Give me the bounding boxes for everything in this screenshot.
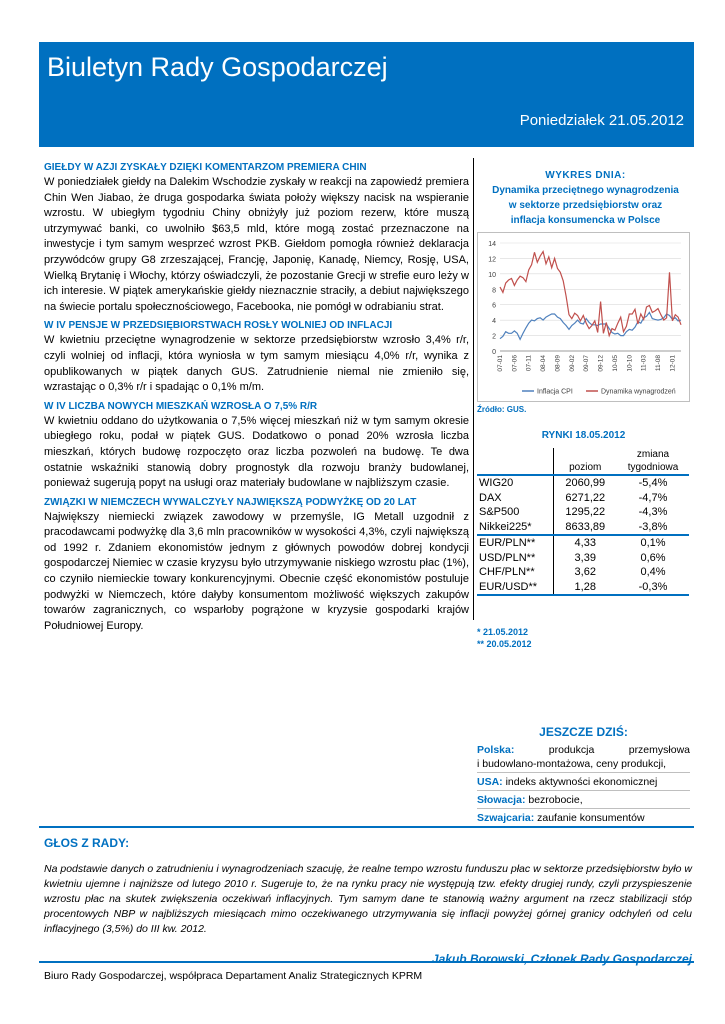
- markets-header-row: [477, 448, 689, 475]
- market-row: [477, 565, 689, 580]
- market-level: 2060,99: [553, 475, 617, 491]
- header-cell-change: [617, 448, 689, 475]
- markets-notes: [477, 626, 532, 650]
- today-event: zaufanie konsumentów: [537, 812, 645, 824]
- y-tick-label: 10: [488, 271, 496, 279]
- council-voice-text: Na podstawie danych o zatrudnieniu i wynagrodzeniach szacuję, że realne tempo wzrostu funduszu płac w sektorze przedsiębiorstw było w kwietniu ujemne i najniższe od lutego 2010 r. Sugeruje to, że na rynku pracy nie występują tzw. efekty drugiej rundy, czyli przyspieszenie wzrostu płac na skutek zwiększenia oczekiwań inflacyjnych. Tym samym dane te stanowią ważny argument na rzecz stabilizacji stóp procentowych NBP w najbliższych miesiącach mimo oczekiwanego utrzymywania się inflacji powyżej górnej granicy odchyleń od celu inflacyjnego (3,5%) do III kw. 2012.: [44, 863, 692, 935]
- line-chart: [478, 233, 689, 401]
- market-name: EUR/USD**: [477, 580, 553, 596]
- today-item: [477, 773, 690, 791]
- x-tick-label: 07-06: [511, 355, 519, 372]
- header-cell-empty: [477, 448, 553, 475]
- market-level: 3,62: [553, 565, 617, 580]
- today-country: Polska:: [477, 744, 515, 756]
- y-tick-label: 14: [488, 241, 496, 248]
- footer-text: Biuro Rady Gospodarczej, współpraca Departament Analiz Strategicznych KPRM: [44, 970, 423, 982]
- chart-frame: [477, 232, 690, 402]
- section-divider-top: [39, 826, 694, 828]
- sidebar: [477, 168, 694, 649]
- article-heading: W IV PENSJE W PRZEDSIĘBIORSTWACH ROSŁY WOLNIEJ OD INFLACJI: [44, 320, 393, 332]
- market-level: 6271,22: [553, 491, 617, 506]
- x-tick-label: 09-07: [583, 355, 591, 372]
- market-name: USD/PLN**: [479, 551, 536, 564]
- today-event: produkcja przemysłowa: [548, 744, 690, 756]
- market-name: S&P500: [479, 506, 520, 518]
- market-row: [477, 580, 689, 596]
- today-country: Słowacja:: [477, 794, 526, 806]
- today-event: bezrobocie,: [528, 794, 583, 806]
- market-name: DAX: [479, 491, 502, 504]
- market-level: 4,33: [553, 535, 617, 551]
- y-tick-label: 4: [492, 318, 496, 326]
- market-row: [477, 491, 689, 506]
- market-name: WIG20: [479, 477, 514, 489]
- header-change-line1: zmiana: [636, 449, 670, 460]
- today-country: Szwajcaria:: [477, 812, 535, 824]
- chart-label: WYKRES DNIA:: [545, 170, 626, 181]
- note-2: ** 20.05.2012: [477, 639, 532, 649]
- x-tick-label: 07-01: [497, 355, 504, 372]
- today-event-cont: i budowlano-montażowa, ceny produkcji,: [477, 758, 667, 770]
- y-tick-label: 6: [492, 302, 496, 310]
- market-change: -4,3%: [638, 506, 668, 518]
- today-item: [477, 791, 690, 809]
- legend-label: Dynamika wynagrodzeń: [601, 388, 676, 396]
- market-row: [477, 535, 689, 551]
- market-row: [477, 475, 689, 491]
- x-tick-label: 08-04: [540, 355, 548, 372]
- column-divider: [473, 158, 474, 620]
- article-text: W kwietniu oddano do użytkowania o 7,5% więcej mieszkań niż w tym samym okresie ubiegłego roku, podał w piątek GUS. Dodatkowo o ponad 20% wzrosła liczba mieszkań, których budowę rozpoczęto oraz liczba pozwoleń na budowę. Te dwa ostatnie wskaźniki stanowią dobry prognostyk dla rozwoju branży budowlanej, ponieważ sugerują popyt na usługi oraz materiały budowlane w najbliższym czasie.: [44, 414, 469, 490]
- y-tick-label: 2: [492, 333, 496, 341]
- today-title: JESZCZE DZIŚ:: [539, 725, 628, 739]
- markets-table: [477, 448, 689, 596]
- chart-title-line: Dynamika przeciętnego wynagrodzenia: [492, 185, 679, 196]
- x-tick-label: 10-05: [611, 355, 619, 372]
- y-tick-label: 8: [492, 287, 496, 295]
- today-event: indeks aktywności ekonomicznej: [505, 776, 658, 788]
- article-heading: W IV LICZBA NOWYCH MIESZKAŃ WZROSŁA O 7,5% R/R: [44, 400, 318, 412]
- article-text: Największy niemiecki związek zawodowy w przemyśle, IG Metall uzgodnił z pracodawcami podwyżkę dla 3,6 mln pracowników w wysokości 4,3%, czyli największą od 1992 r. Zdaniem ekonomistów jednym z głównych powodów dobrej kondycji gospodarczej Niemiec w czasie kryzysu było utrzymywanie niskiego wzrostu płac (1%), co czyniło niemieckie towary konkurencyjnymi. Obecnie część ekonomistów postuluje podwyżki w Niemczech, które dałyby konsumentom możliwość większych zakupów towarów zagranicznych, co wsparłoby pogrążone w kryzysie gospodarki krajów Południowej Europy.: [44, 510, 469, 632]
- chart-source: Źródło: GUS.: [477, 405, 527, 414]
- x-tick-label: 11-03: [640, 355, 648, 372]
- market-name: CHF/PLN**: [479, 566, 535, 578]
- today-item-line: [477, 743, 690, 757]
- market-row: [477, 520, 689, 536]
- market-change: 0,4%: [640, 566, 666, 578]
- council-voice-title: GŁOS Z RADY:: [44, 836, 130, 850]
- market-name: Nikkei225*: [479, 520, 532, 533]
- market-level: 1295,22: [553, 505, 617, 520]
- section-divider-bottom: [39, 961, 694, 963]
- today-country: USA:: [477, 776, 503, 788]
- header-banner: [39, 42, 694, 147]
- chart-title-line: w sektorze przedsiębiorstw oraz: [508, 200, 663, 211]
- market-row: [477, 505, 689, 520]
- market-change: -4,7%: [638, 491, 668, 504]
- market-level: 8633,89: [553, 520, 617, 536]
- x-tick-label: 07-11: [525, 355, 533, 372]
- header-change-line2: tygodniowa: [627, 462, 679, 473]
- markets-title: RYNKI 18.05.2012: [541, 430, 626, 441]
- y-tick-label: 0: [492, 349, 496, 356]
- x-tick-label: 09-12: [597, 355, 605, 372]
- legend-label: Inflacja CPI: [537, 388, 573, 396]
- article-heading: ZWIĄZKI W NIEMCZECH WYWALCZYŁY NAJWIĘKSZĄ PODWYŻKĘ OD 20 LAT: [44, 496, 417, 508]
- article-heading: GIEŁDY W AZJI ZYSKAŁY DZIĘKI KOMENTARZOM PREMIERA CHIN: [44, 162, 367, 173]
- market-change: -0,3%: [617, 580, 689, 596]
- market-name: EUR/PLN**: [477, 535, 553, 551]
- author-signature: Jakub Borowski, Członek Rady Gospodarczej: [431, 952, 692, 966]
- today-item: [477, 809, 690, 827]
- market-level: 3,39: [553, 551, 617, 566]
- market-change: 0,6%: [640, 551, 666, 564]
- bulletin-date: Poniedziałek 21.05.2012: [519, 112, 684, 129]
- council-voice: [44, 836, 692, 966]
- market-change: 0,1%: [617, 535, 689, 551]
- x-tick-label: 10-10: [626, 355, 634, 372]
- x-tick-label: 08-09: [554, 355, 562, 372]
- note-1: * 21.05.2012: [477, 627, 529, 637]
- x-tick-label: 09-02: [568, 355, 576, 372]
- market-level: 1,28: [553, 580, 617, 596]
- chart-title-line: inflacja konsumencka w Polsce: [510, 215, 661, 226]
- market-row: [477, 551, 689, 566]
- today-item: [477, 741, 690, 773]
- x-tick-label: 11-08: [655, 355, 663, 372]
- bulletin-title: Biuletyn Rady Gospodarczej: [47, 52, 388, 82]
- x-tick-label: 12-01: [669, 355, 677, 372]
- market-change: -5,4%: [638, 477, 668, 489]
- market-change: -3,8%: [638, 520, 668, 533]
- header-cell-level: poziom: [553, 448, 617, 475]
- news-column: [44, 158, 469, 638]
- y-tick-label: 12: [488, 256, 496, 264]
- chart-heading: [477, 168, 694, 228]
- today-box: [477, 725, 690, 827]
- article-text: W poniedziałek giełdy na Dalekim Wschodzie zyskały w reakcji na zapowiedź premiera Chin Wen Jiabao, że druga gospodarka świata położy większy nacisk na wspieranie wzrostu. W ubiegłym tygodniu Chiny obniżyły już poziom rezerw, które muszą utrzymywać banki, co uwolniło $63,5 mld, które mogą zostać przeznaczone na inwestycje i tym samym wesprzeć wzrost PKB. Giełdom pomogła również deklaracja przywódców grupy G8 zrzeszającej, Francję, Japonię, Kanadę, Niemcy, Rosję, USA, Wielką Brytanię i Włochy, którzy oświadczyli, że pozostanie Grecji w strefie euro leży w ich interesie. W piątek amerykańskie giełdy nieznacznie straciły, a debiut największego na świecie portalu społecznościowego, Facebooka, nie pomógł w odrabianiu strat.: [44, 176, 469, 313]
- markets-body: [477, 475, 689, 595]
- article-text: W kwietniu przeciętne wynagrodzenie w sektorze przedsiębiorstw wzrosło 3,4% r/r, czyli wolniej od inflacji, która wyniosła w tym samym miesiącu 4,0% r/r, wynika z opublikowanych w piątek danych GUS. Zatrudnienie niemal nie zmieniło się, wzrastając o 0,3% r/r i spadając o 0,1% m/m.: [44, 334, 469, 394]
